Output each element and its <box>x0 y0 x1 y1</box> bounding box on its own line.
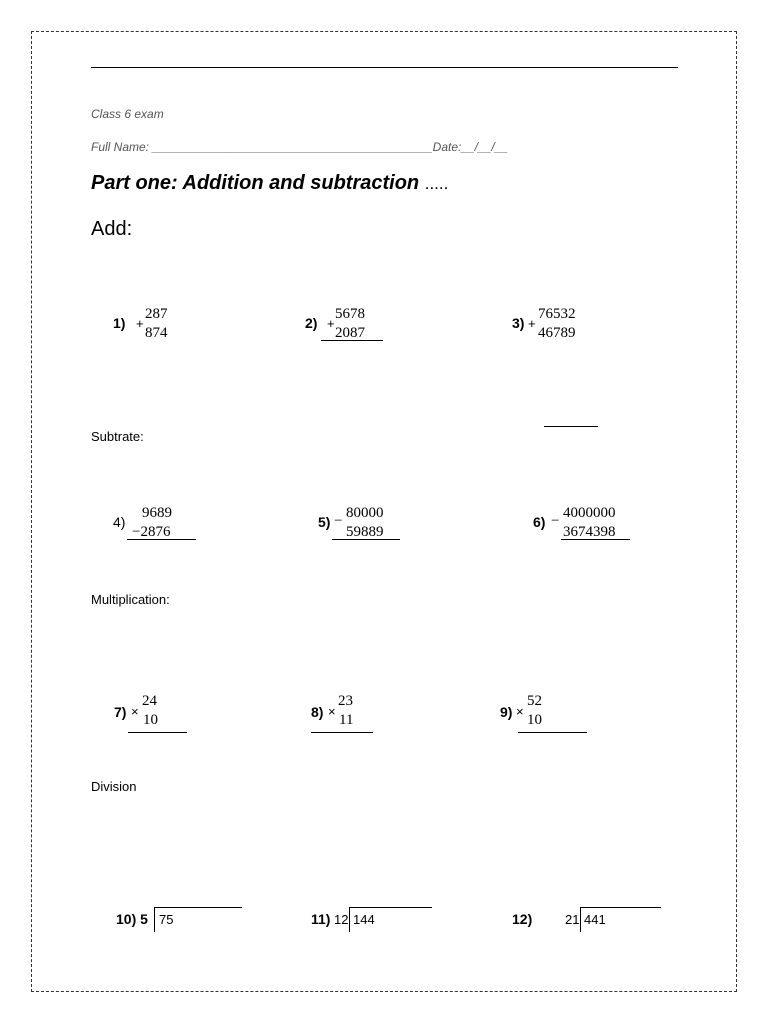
factor-bottom: 10 <box>527 712 542 728</box>
name-date-line: Full Name: __________________________________________Date:__/__/__ <box>91 140 509 154</box>
part-one-title-text: Part one: Addition and subtraction <box>91 172 420 194</box>
division-bracket <box>349 908 350 932</box>
problem-number: 5) <box>318 514 331 530</box>
minuend: 80000 <box>346 505 384 521</box>
problem-number: 8) <box>311 704 324 720</box>
addend-bottom: 2087 <box>335 325 365 341</box>
times-sign: × <box>328 704 336 719</box>
division-heading: Division <box>91 779 137 794</box>
factor-bottom: 11 <box>339 712 354 728</box>
answer-line <box>544 426 598 427</box>
minuend: 4000000 <box>563 505 616 521</box>
division-bracket <box>154 908 155 932</box>
subtrahend: −2876 <box>132 524 171 540</box>
divisor: 21 <box>565 912 580 927</box>
problem-number: 7) <box>114 704 127 720</box>
dividend: 144 <box>353 912 375 927</box>
part-one-title <box>91 172 448 195</box>
times-sign: × <box>516 704 524 719</box>
minus-sign: − <box>551 513 560 529</box>
division-bar <box>349 907 432 908</box>
factor-bottom: 10 <box>143 712 158 728</box>
plus-sign: + <box>528 316 536 331</box>
times-sign: × <box>131 704 139 719</box>
problem-number: 9) <box>500 704 513 720</box>
subtrahend: 59889 <box>346 524 384 540</box>
factor-top: 23 <box>338 693 353 709</box>
division-bar <box>154 907 242 908</box>
answer-line <box>518 732 587 733</box>
subtrahend: 3674398 <box>563 524 616 540</box>
addend-bottom: 46789 <box>538 325 576 341</box>
answer-line <box>561 539 630 540</box>
addend-top: 5678 <box>335 306 365 322</box>
top-rule <box>91 67 678 68</box>
answer-line <box>127 539 196 540</box>
part-one-title-dots: ..... <box>424 174 449 193</box>
division-bar <box>580 907 661 908</box>
answer-line <box>332 539 400 540</box>
addend-bottom: 874 <box>145 325 168 341</box>
problem-number: 11) <box>311 911 331 927</box>
add-heading: Add: <box>91 218 133 240</box>
answer-line <box>321 340 383 341</box>
division-bracket <box>580 908 581 932</box>
minuend: 9689 <box>142 505 172 521</box>
problem-number: 2) <box>305 315 318 331</box>
problem-number: 4) <box>113 514 126 530</box>
dividend: 441 <box>584 912 606 927</box>
problem-number: 12) <box>512 911 533 927</box>
dividend: 75 <box>159 912 174 927</box>
addend-top: 76532 <box>538 306 576 322</box>
factor-top: 24 <box>142 693 157 709</box>
plus-sign: + <box>136 316 144 331</box>
addend-top: 287 <box>145 306 168 322</box>
class-label: Class 6 exam <box>91 107 164 121</box>
divisor: 12 <box>334 912 349 927</box>
multiplication-heading: Multiplication: <box>91 592 170 607</box>
problem-number: 3) <box>512 315 525 331</box>
problem-number: 1) <box>113 315 126 331</box>
answer-line <box>128 732 187 733</box>
problem-number: 6) <box>533 514 546 530</box>
subtraction-heading: Subtrate: <box>91 429 144 444</box>
plus-sign: + <box>327 316 335 331</box>
problem-number: 10) 5 <box>116 911 148 927</box>
minus-sign: − <box>334 513 343 529</box>
answer-line <box>311 732 373 733</box>
factor-top: 52 <box>527 693 542 709</box>
